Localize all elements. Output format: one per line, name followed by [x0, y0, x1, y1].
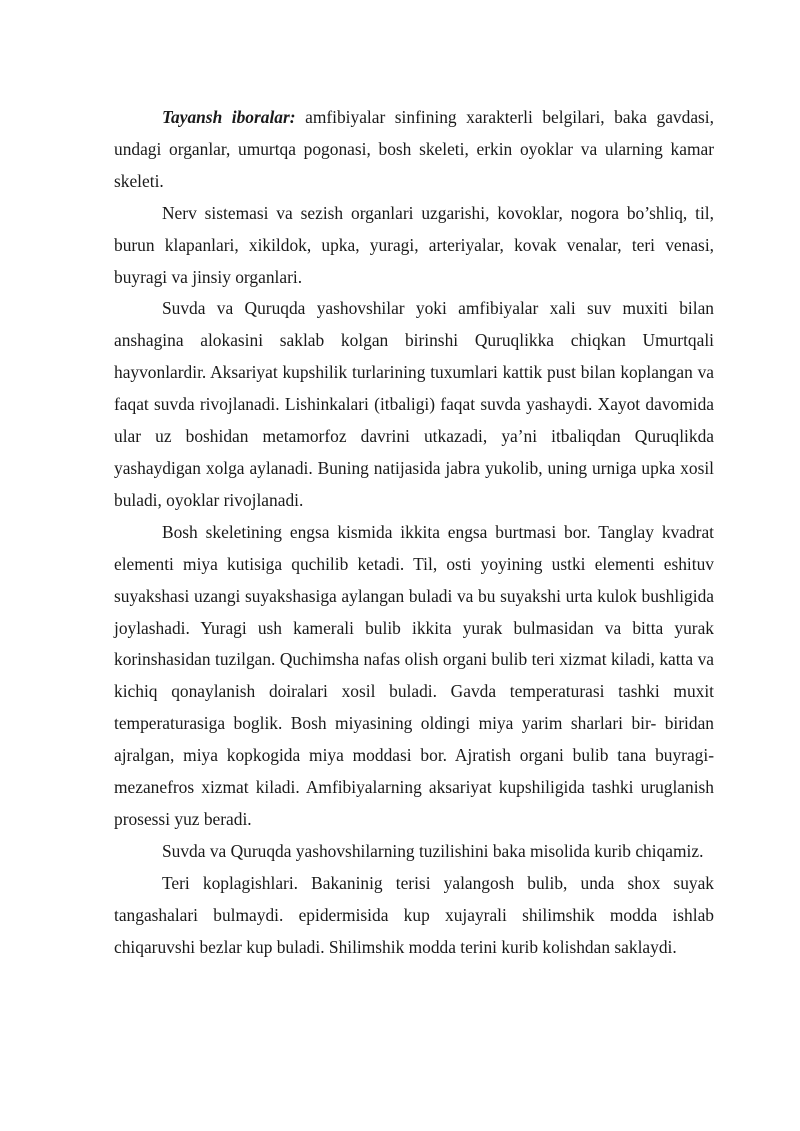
keywords-label: Tayansh iboralar: — [162, 107, 296, 127]
paragraph-keywords — [114, 102, 714, 198]
paragraph-skin: Teri koplagishlari. Bakaninig terisi yalangosh bulib, unda shox suyak tangashalari bulmaydi. epidermisida kup xujayrali shilimshik modda ishlab chiqaruvshi bezlar kup buladi. Shilimshik modda terini kurib kolishdan saklaydi. — [114, 872, 714, 957]
paragraph-organs: Nerv sistemasi va sezish organlari uzgarishi, kovoklar, nogora bo’shliq, til, burun klapanlari, xikildok, upka, yuragi, arteriyalar, kovak venalar, teri venasi, buyragi va jinsiy organlari. — [114, 202, 714, 287]
paragraph-skeleton: Bosh skeletining engsa kismida ikkita engsa burtmasi bor. Tanglay kvadrat elementi miya kutisiga quchilib ketadi. Til, osti yoyining ustki elementi eshituv suyakshasi uzangi suyakshasiga aylangan buladi va bu suyakshi urta kulok bushligida joylashadi. Yuragi ush kamerali bulib ikkita yurak bulmasidan va bitta yurak korinshasidan tuzilgan. Quchimsha nafas olish organi bulib teri xizmat kiladi, katta va kichiq qonaylanish doiralari xosil buladi. Gavda temperaturasi tashki muxit temperaturasiga boglik. Bosh miyasining oldingi miya yarim sharlari bir- biridan ajralgan, miya kopkogida miya moddasi bor. Ajratish organi bulib tana buyragi- mezanefros xizmat kiladi. Amfibiyalarning aksariyat kupshiligida tashki uruglanish prosessi yuz beradi. — [114, 521, 714, 829]
paragraph-intro: Suvda va Quruqda yashovshilar yoki amfibiyalar xali suv muxiti bilan anshagina alokasini saklab kolgan birinshi Quruqlikka chiqkan Umurtqali hayvonlardir. Aksariyat kupshilik turlarining tuxumlari kattik pust bilan koplangan va faqat suvda rivojlanadi. Lishinkalari (itbaligi) faqat suvda yashaydi. Xayot davomida ular uz boshidan metamorfoz davrini utkazadi, ya’ni itbaliqdan Quruqlikda yashaydigan xolga aylanadi. Buning natijasida jabra yukolib, uning urniga upka xosil buladi, oyoklar rivojlanadi. — [114, 298, 714, 510]
document-page — [114, 102, 714, 963]
paragraph-example: Suvda va Quruqda yashovshilarning tuzilishini baka misolida kurib chiqamiz. — [162, 840, 704, 861]
keywords-text: amfibiyalar sinfining xarakterli belgilari, baka gavdasi, undagi organlar, umurtqa pogonasi, bosh skeleti, erkin oyoklar va ularning kamar skeleti. — [114, 107, 714, 191]
